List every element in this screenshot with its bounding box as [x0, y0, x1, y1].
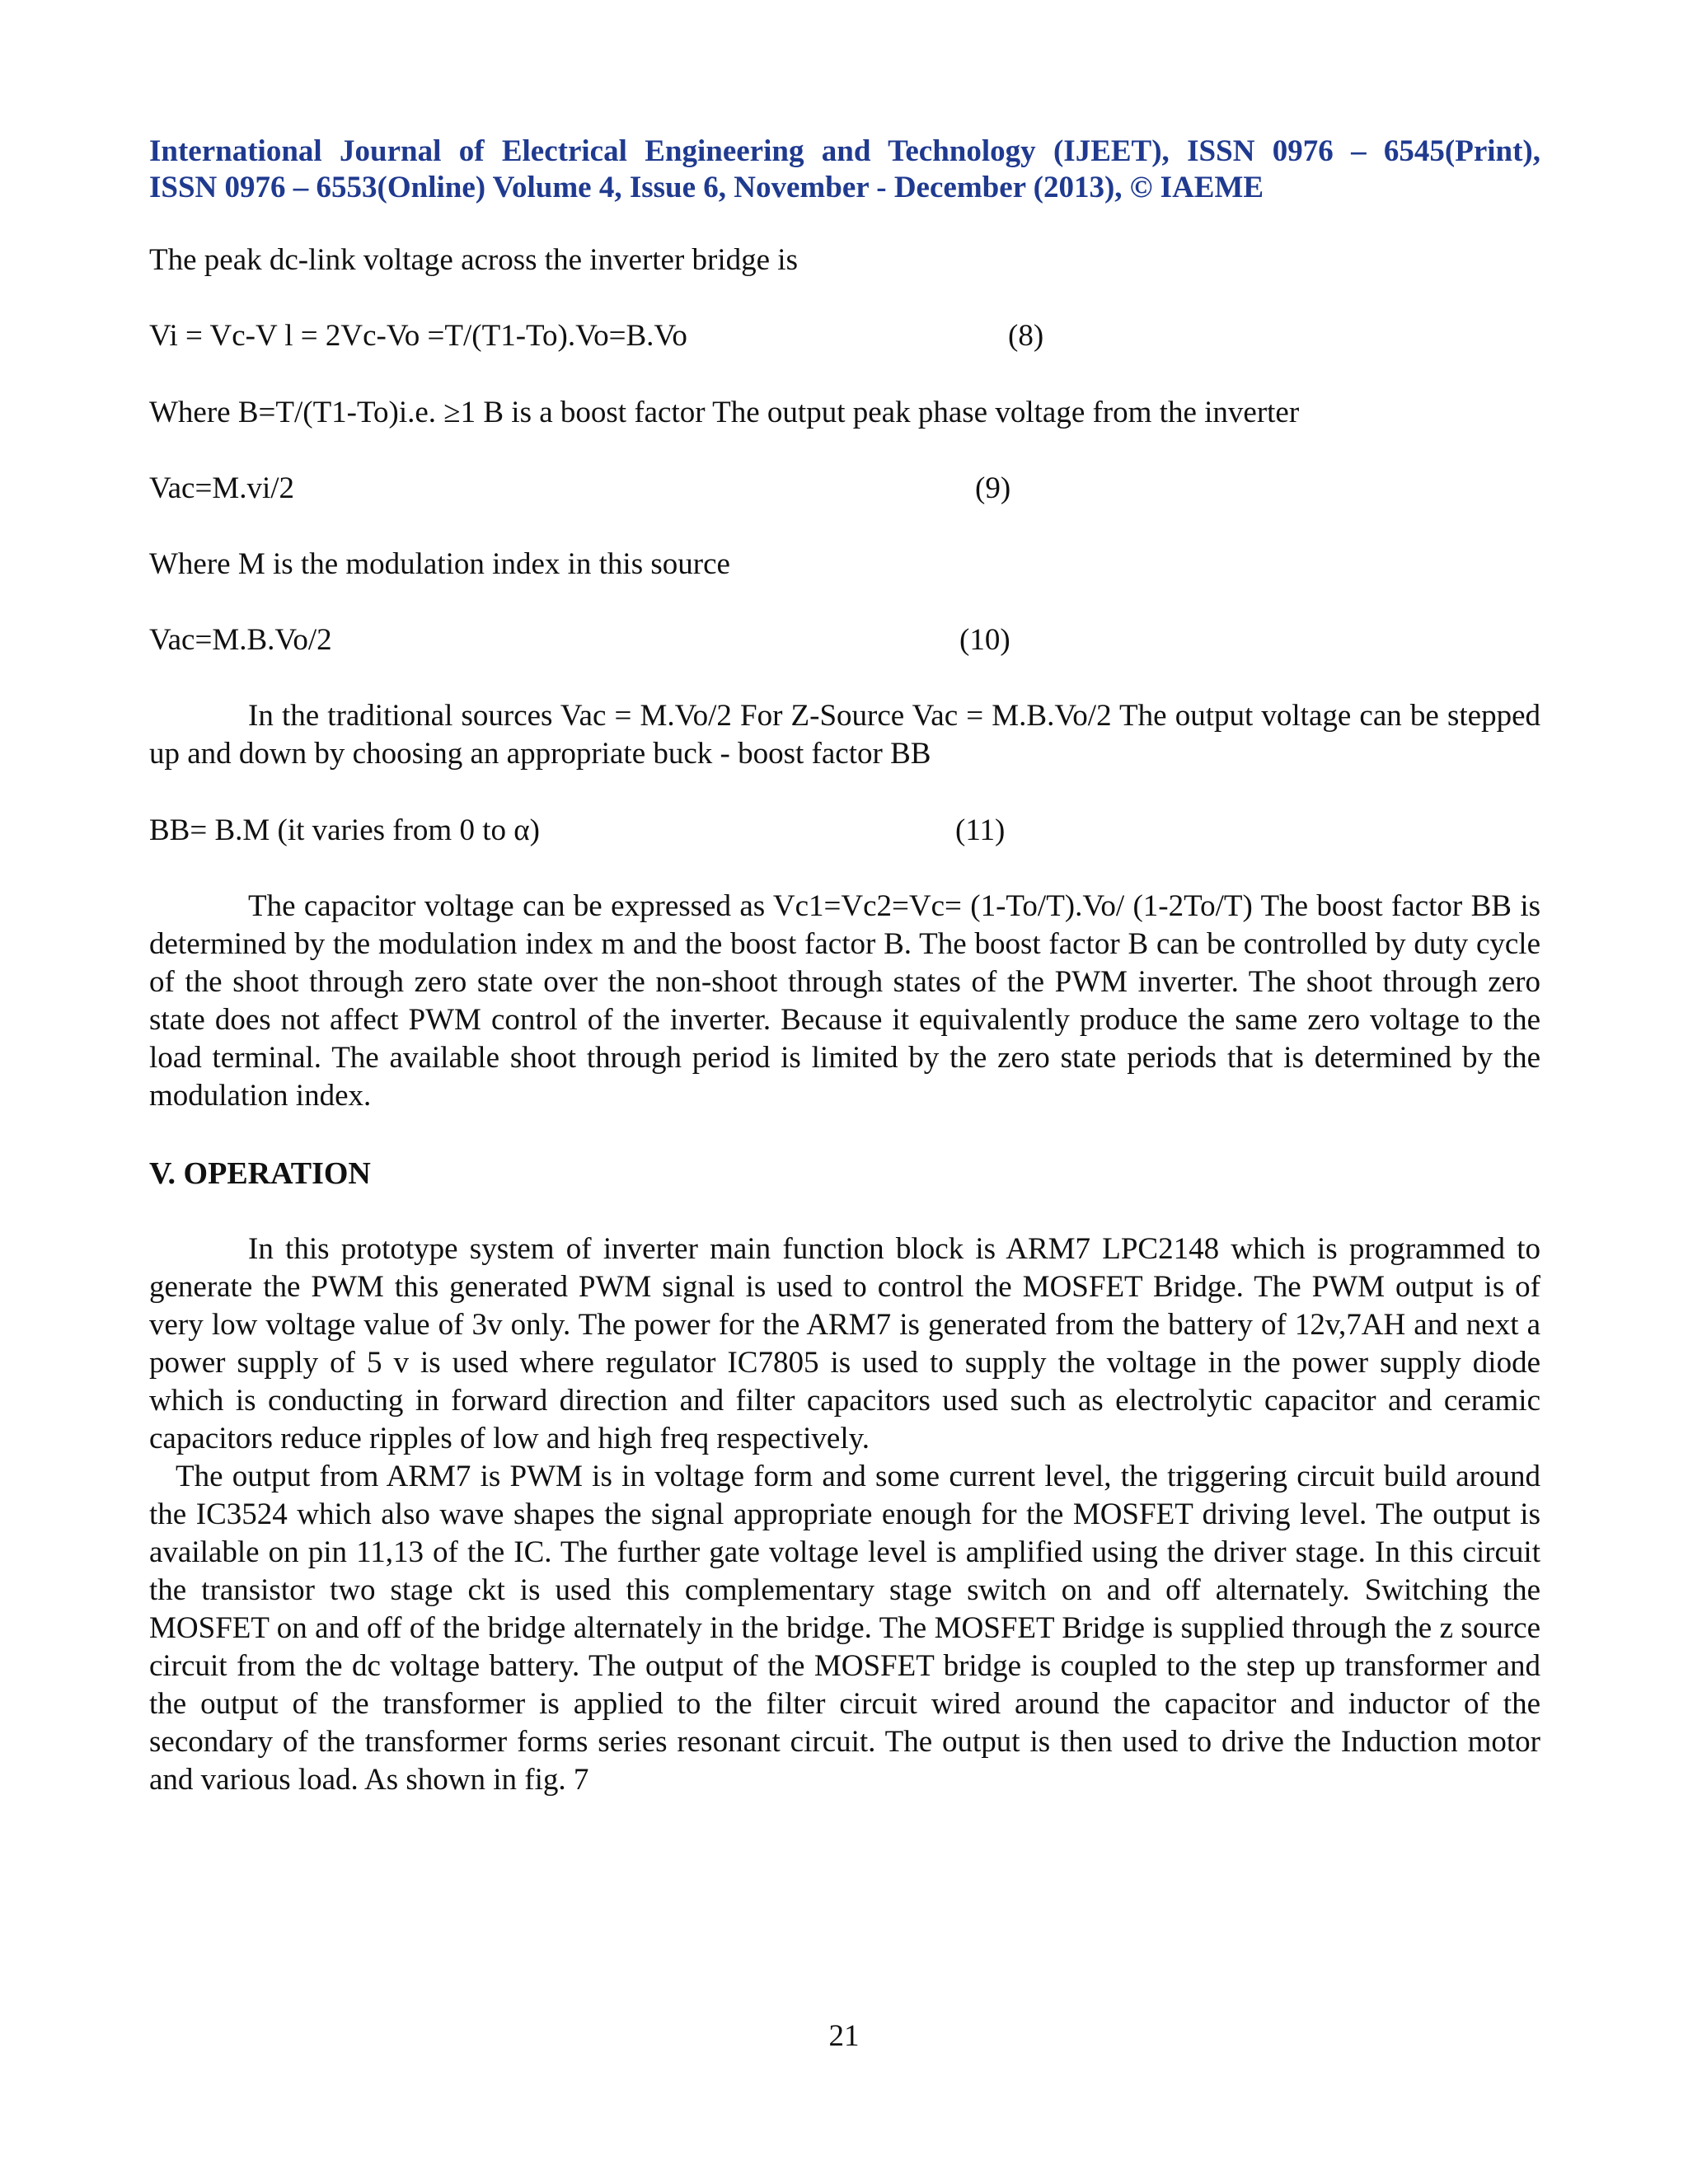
boost-factor-definition: Where B=T/(T1-To)i.e. ≥1 B is a boost factor The output peak phase voltage from the inverter [149, 396, 1300, 429]
equation-11-number: (11) [955, 813, 1006, 847]
equation-9 [149, 470, 1138, 508]
journal-header-line-1: International Journal of Electrical Engineering and Technology (IJEET), ISSN 0976 – 6545(Print), [149, 134, 1540, 168]
page-number: 21 [828, 2019, 860, 2053]
journal-header [149, 134, 1540, 206]
equation-10 [149, 621, 1138, 659]
equation-10-expression: Vac=M.B.Vo/2 [149, 623, 332, 657]
equation-11 [149, 812, 1138, 850]
equation-10-number: (10) [959, 623, 1010, 657]
intro-text: The peak dc-link voltage across the inverter bridge is [149, 243, 798, 277]
modulation-index-definition: Where M is the modulation index in this source [149, 547, 730, 581]
paragraph-capacitor-voltage: The capacitor voltage can be expressed as Vc1=Vc2=Vc= (1-To/T).Vo/ (1-2To/T) The boost factor BB is determined by the modulation index m and the boost factor B. The boost factor B can be controlled by duty cycle of the shoot through zero state over the non-shoot through states of the PWM inverter. The shoot through zero state does not affect PWM control of the inverter. Because it equivalently produce the same zero voltage to the load terminal. The available shoot through period is limited by the zero state periods that is determined by the modulation index. [149, 889, 1540, 1113]
section-heading-operation: V. OPERATION [149, 1156, 371, 1191]
equation-8-number: (8) [1008, 319, 1044, 353]
paragraph-operation-2: The output from ARM7 is PWM is in voltage form and some current level, the triggering circuit build around the IC3524 which also wave shapes the signal appropriate enough for the MOSFET driving level. The output is available on pin 11,13 of the IC. The further gate voltage level is amplified using the driver stage. In this circuit the transistor two stage ckt is used this complementary stage switch on and off alternately. Switching the MOSFET on and off of the bridge alternately in the bridge. The MOSFET Bridge is supplied through the z source circuit from the dc voltage battery. The output of the MOSFET bridge is coupled to the step up transformer and the output of the transformer is applied to the filter circuit wired around the capacitor and inductor of the secondary of the transformer forms series resonant circuit. The output is then used to drive the Induction motor and various load. As shown in fig. 7 [149, 1460, 1540, 1797]
paragraph-traditional-sources: In the traditional sources Vac = M.Vo/2 For Z-Source Vac = M.B.Vo/2 The output voltage can be stepped up and down by choosing an appropriate buck - boost factor BB [149, 699, 1540, 771]
equation-8 [149, 317, 1138, 355]
equation-11-expression: BB= B.M (it varies from 0 to α) [149, 813, 540, 847]
journal-header-line-2: ISSN 0976 – 6553(Online) Volume 4, Issue 6, November - December (2013), © IAEME [149, 171, 1264, 204]
equation-9-expression: Vac=M.vi/2 [149, 471, 295, 505]
equation-8-expression: Vi = Vc-V l = 2Vc-Vo =T/(T1-To).Vo=B.Vo [149, 319, 687, 353]
equation-9-number: (9) [975, 471, 1011, 505]
paragraph-operation-1: In this prototype system of inverter main function block is ARM7 LPC2148 which is programmed to generate the PWM this generated PWM signal is used to control the MOSFET Bridge. The PWM output is of very low voltage value of 3v only. The power for the ARM7 is generated from the battery of 12v,7AH and next a power supply of 5 v is used where regulator IC7805 is used to supply the voltage in the power supply diode which is conducting in forward direction and filter capacitors used such as electrolytic capacitor and ceramic capacitors reduce ripples of low and high freq respectively. [149, 1232, 1540, 1455]
